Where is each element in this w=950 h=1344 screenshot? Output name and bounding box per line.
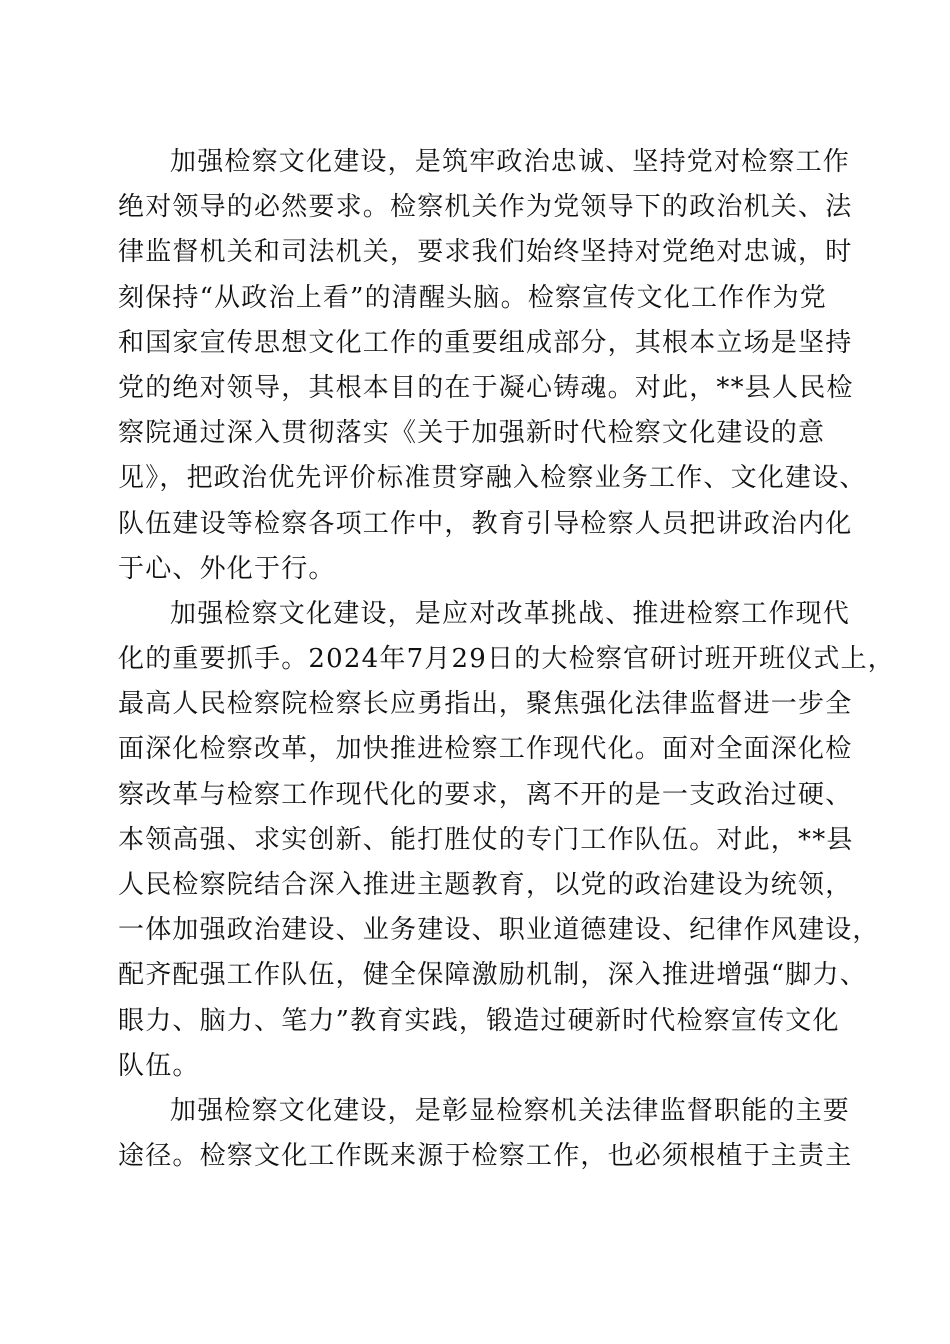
paragraph-line: 配齐配强工作队伍，健全保障激励机制，深入推进增强“脚力、 (118, 960, 867, 991)
paragraph-1 (118, 140, 867, 592)
paragraph-line: 化的重要抓手。2024年7月29日的大检察官研讨班开班仪式上， (118, 644, 895, 675)
paragraph-line: 一体加强政治建设、业务建设、职业道德建设、纪律作风建设， (118, 915, 880, 946)
paragraph-line: 刻保持“从政治上看”的清醒头脑。检察宣传文化工作作为党 (118, 282, 827, 313)
paragraph-line: 加强检察文化建设，是彰显检察机关法律监督职能的主要 (170, 1095, 851, 1126)
paragraph-line: 本领高强、求实创新、能打胜仗的专门工作队伍。对此，**县 (118, 824, 854, 855)
paragraph-line: 人民检察院结合深入推进主题教育，以党的政治建设为统领， (118, 870, 853, 900)
paragraph-line: 察改革与检察工作现代化的要求，离不开的是一支政治过硬、 (118, 779, 853, 810)
paragraph-line: 于心、外化于行。 (118, 553, 336, 584)
paragraph-line: 绝对领导的必然要求。检察机关作为党领导下的政治机关、法 (118, 192, 853, 223)
paragraph-line: 加强检察文化建设，是应对改革挑战、推进检察工作现代 (170, 598, 851, 629)
paragraph-line: 最高人民检察院检察长应勇指出，聚焦强化法律监督进一步全 (118, 689, 853, 720)
paragraph-line: 察院通过深入贯彻落实《关于加强新时代检察文化建设的意 (118, 418, 826, 449)
body-text (118, 140, 895, 1179)
paragraph-line: 队伍。 (118, 1050, 200, 1081)
paragraph-line: 面深化检察改革，加快推进检察工作现代化。面对全面深化检 (118, 734, 853, 765)
paragraph-line: 党的绝对领导，其根本目的在于凝心铸魂。对此，**县人民检 (118, 372, 854, 403)
paragraph-3 (118, 1089, 853, 1179)
paragraph-line: 途径。检察文化工作既来源于检察工作，也必须根植于主责主 (118, 1141, 853, 1172)
paragraph-line: 眼力、脑力、笔力”教育实践，锻造过硬新时代检察宣传文化 (118, 1005, 840, 1036)
paragraph-line: 加强检察文化建设，是筑牢政治忠诚、坚持党对检察工作 (170, 147, 851, 177)
paragraph-line: 和国家宣传思想文化工作的重要组成部分，其根本立场是坚持 (118, 327, 853, 358)
paragraph-line: 见》，把政治优先评价标准贯穿融入检察业务工作、文化建设、 (118, 463, 867, 494)
paragraph-line: 队伍建设等检察各项工作中，教育引导检察人员把讲政治内化 (118, 508, 853, 539)
paragraph-2 (118, 592, 895, 1089)
paragraph-line: 律监督机关和司法机关，要求我们始终坚持对党绝对忠诚，时 (118, 237, 853, 268)
